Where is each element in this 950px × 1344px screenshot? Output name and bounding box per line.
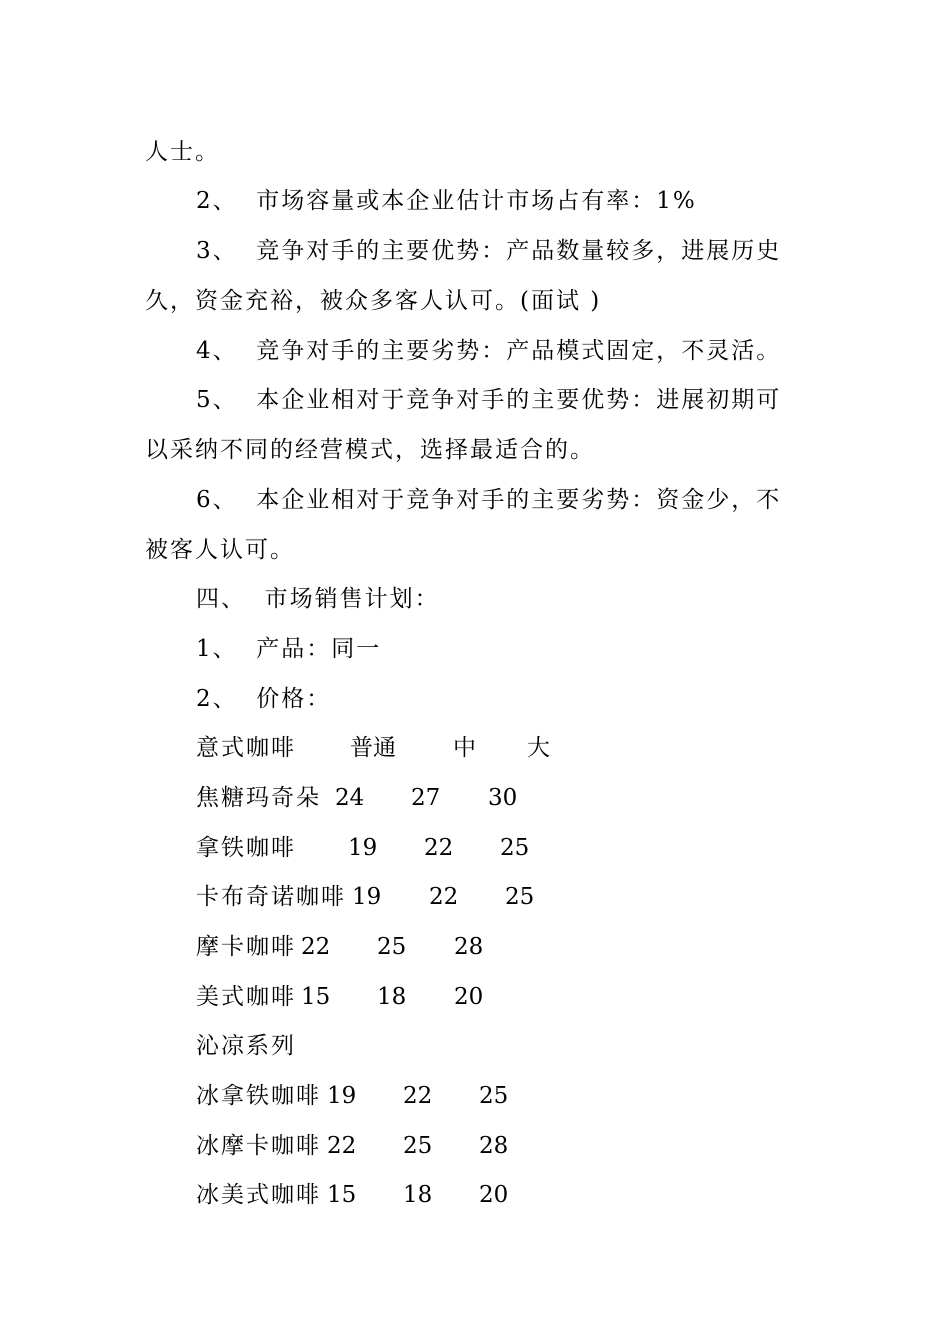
price-medium: 22 xyxy=(424,835,454,861)
price-large: 30 xyxy=(488,785,518,811)
price-row-name: 焦糖玛奇朵 xyxy=(196,785,321,811)
price-medium: 22 xyxy=(403,1083,433,1109)
paragraph-line: 以采纳不同的经营模式，选择最适合的。 xyxy=(145,437,595,463)
price-medium: 25 xyxy=(403,1133,433,1159)
price-regular: 22 xyxy=(301,934,331,960)
price-large: 28 xyxy=(454,934,484,960)
section-heading: 四、 市场销售计划： xyxy=(196,586,440,612)
price-row-name: 冰拿铁咖啡 xyxy=(196,1083,321,1109)
price-regular: 24 xyxy=(335,785,365,811)
price-regular: 15 xyxy=(327,1182,357,1208)
series-title: 沁凉系列 xyxy=(196,1033,296,1059)
paragraph-line: 6、 本企业相对于竞争对手的主要劣势：资金少，不 xyxy=(196,487,782,513)
price-medium: 18 xyxy=(377,984,407,1010)
paragraph-line: 2、 市场容量或本企业估计市场占有率：1% xyxy=(196,188,697,214)
paragraph-line: 4、 竞争对手的主要劣势：产品模式固定，不灵活。 xyxy=(196,338,782,364)
paragraph-line: 被客人认可。 xyxy=(145,537,295,563)
price-medium: 22 xyxy=(429,884,459,910)
price-row-name: 美式咖啡 xyxy=(196,984,296,1010)
price-large: 25 xyxy=(479,1083,509,1109)
price-row-name: 冰摩卡咖啡 xyxy=(196,1133,321,1159)
price-medium: 27 xyxy=(411,785,441,811)
paragraph-line: 3、 竞争对手的主要优势：产品数量较多，进展历史 xyxy=(196,238,782,264)
price-regular: 19 xyxy=(352,884,382,910)
price-medium: 25 xyxy=(377,934,407,960)
paragraph-line: 1、 产品：同一 xyxy=(196,636,382,662)
price-header-name: 意式咖啡 xyxy=(196,735,296,761)
price-large: 25 xyxy=(500,835,530,861)
price-regular: 22 xyxy=(327,1133,357,1159)
price-header-regular: 普通 xyxy=(350,735,396,761)
price-header-medium: 中 xyxy=(453,735,476,761)
price-large: 20 xyxy=(479,1182,509,1208)
paragraph-line: 人士。 xyxy=(145,139,220,165)
price-row-name: 冰美式咖啡 xyxy=(196,1182,321,1208)
paragraph-line: 久，资金充裕，被众多客人认可。(面试 ) xyxy=(145,288,602,314)
price-regular: 19 xyxy=(348,835,378,861)
price-large: 25 xyxy=(505,884,535,910)
price-large: 28 xyxy=(479,1133,509,1159)
paragraph-line: 5、 本企业相对于竞争对手的主要优势：进展初期可 xyxy=(196,387,782,413)
price-row-name: 摩卡咖啡 xyxy=(196,934,296,960)
price-large: 20 xyxy=(454,984,484,1010)
price-medium: 18 xyxy=(403,1182,433,1208)
price-regular: 15 xyxy=(301,984,331,1010)
price-row-name: 拿铁咖啡 xyxy=(196,835,296,861)
paragraph-line: 2、 价格： xyxy=(196,686,332,712)
price-row-name: 卡布奇诺咖啡 xyxy=(196,884,346,910)
price-header-large: 大 xyxy=(527,735,550,761)
price-regular: 19 xyxy=(327,1083,357,1109)
